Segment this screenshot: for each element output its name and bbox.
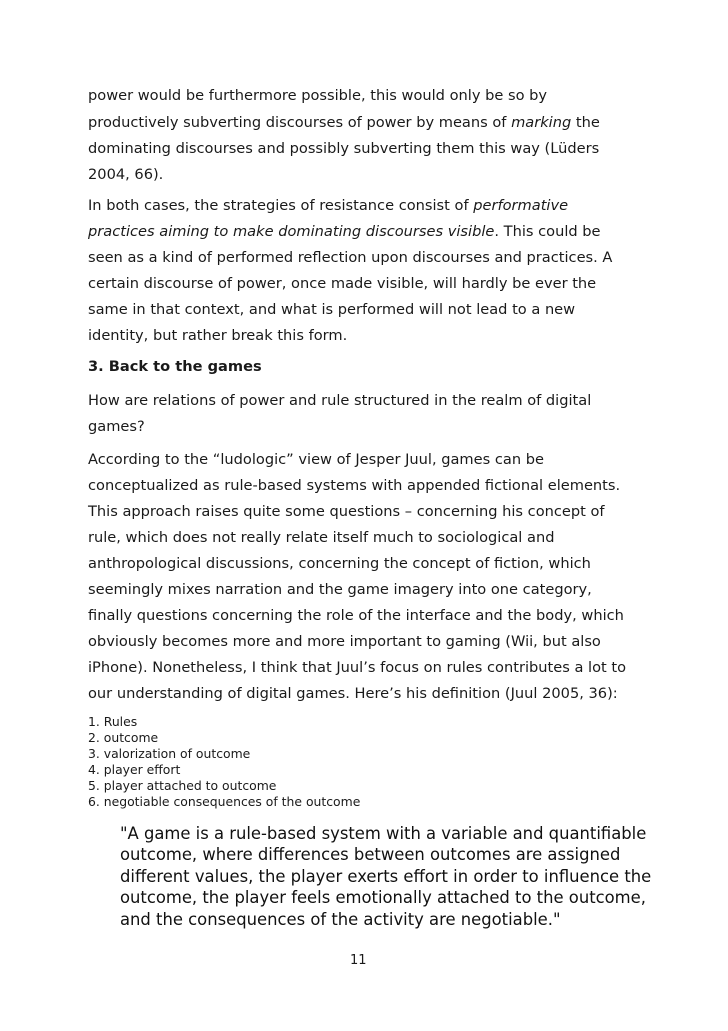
- paragraph-4-line-3: This approach raises quite some questions – concerning his concept of: [88, 503, 605, 520]
- list-item: 4. player effort: [88, 762, 181, 777]
- paragraph-1-line-4: 2004, 66).: [88, 166, 164, 183]
- text-run: productively subverting discourses of power by means of: [88, 114, 512, 131]
- paragraph-2-line-3: seen as a kind of performed reflection upon discourses and practices. A: [88, 249, 613, 266]
- emphasis-performative: performative: [473, 197, 569, 214]
- text-run: . This could be: [494, 223, 601, 240]
- page-number: 11: [350, 953, 367, 968]
- emphasis-marking: marking: [511, 114, 572, 131]
- paragraph-4-line-6: seemingly mixes narration and the game imagery into one category,: [88, 581, 592, 598]
- list-item: 3. valorization of outcome: [88, 746, 251, 761]
- list-item: 5. player attached to outcome: [88, 778, 277, 793]
- paragraph-4-line-4: rule, which does not really relate itself much to sociological and: [88, 529, 555, 546]
- paragraph-1-line-2: [88, 113, 600, 133]
- paragraph-3-line-2: games?: [88, 418, 145, 435]
- paragraph-4-line-9: iPhone). Nonetheless, I think that Juul’s focus on rules contributes a lot to: [88, 659, 627, 676]
- paragraph-2-line-1: [88, 196, 568, 216]
- list-item: 2. outcome: [88, 730, 159, 745]
- paragraph-4-line-7: finally questions concerning the role of the interface and the body, which: [88, 607, 624, 624]
- section-heading: 3. Back to the games: [88, 358, 262, 375]
- emphasis-practices: practices aiming to make dominating discourses visible: [88, 223, 495, 240]
- paragraph-4-line-2: conceptualized as rule-based systems with appended fictional elements.: [88, 477, 621, 494]
- paragraph-4-line-10: our understanding of digital games. Here’s his definition (Juul 2005, 36):: [88, 685, 618, 702]
- paragraph-3-line-1: How are relations of power and rule structured in the realm of digital: [88, 392, 592, 409]
- paragraph-2-line-4: certain discourse of power, once made visible, will hardly be ever the: [88, 275, 597, 292]
- text-run: In both cases, the strategies of resistance consist of: [88, 197, 474, 214]
- list-item: 1. Rules: [88, 714, 138, 729]
- definition-quote: "A game is a rule-based system with a variable and quantifiable outcome, where differences between outcomes are assigned different values, the player exerts effort in order to influence the outcome, the player feels emotionally attached to the outcome, and the consequences of the activity are negotiable.": [120, 824, 652, 929]
- text-run: the: [571, 114, 600, 131]
- paragraph-2-line-5: same in that context, and what is performed will not lead to a new: [88, 301, 576, 318]
- paragraph-1-line-1: power would be furthermore possible, this would only be so by: [88, 87, 548, 104]
- paragraph-2-line-2: [88, 222, 601, 242]
- paragraph-1-line-3: dominating discourses and possibly subverting them this way (Lüders: [88, 140, 600, 157]
- paragraph-4-line-8: obviously becomes more and more important to gaming (Wii, but also: [88, 633, 601, 650]
- paragraph-4-line-5: anthropological discussions, concerning the concept of fiction, which: [88, 555, 591, 572]
- list-item: 6. negotiable consequences of the outcome: [88, 794, 361, 809]
- paragraph-2-line-6: identity, but rather break this form.: [88, 327, 348, 344]
- paragraph-4-line-1: According to the “ludologic” view of Jesper Juul, games can be: [88, 451, 544, 468]
